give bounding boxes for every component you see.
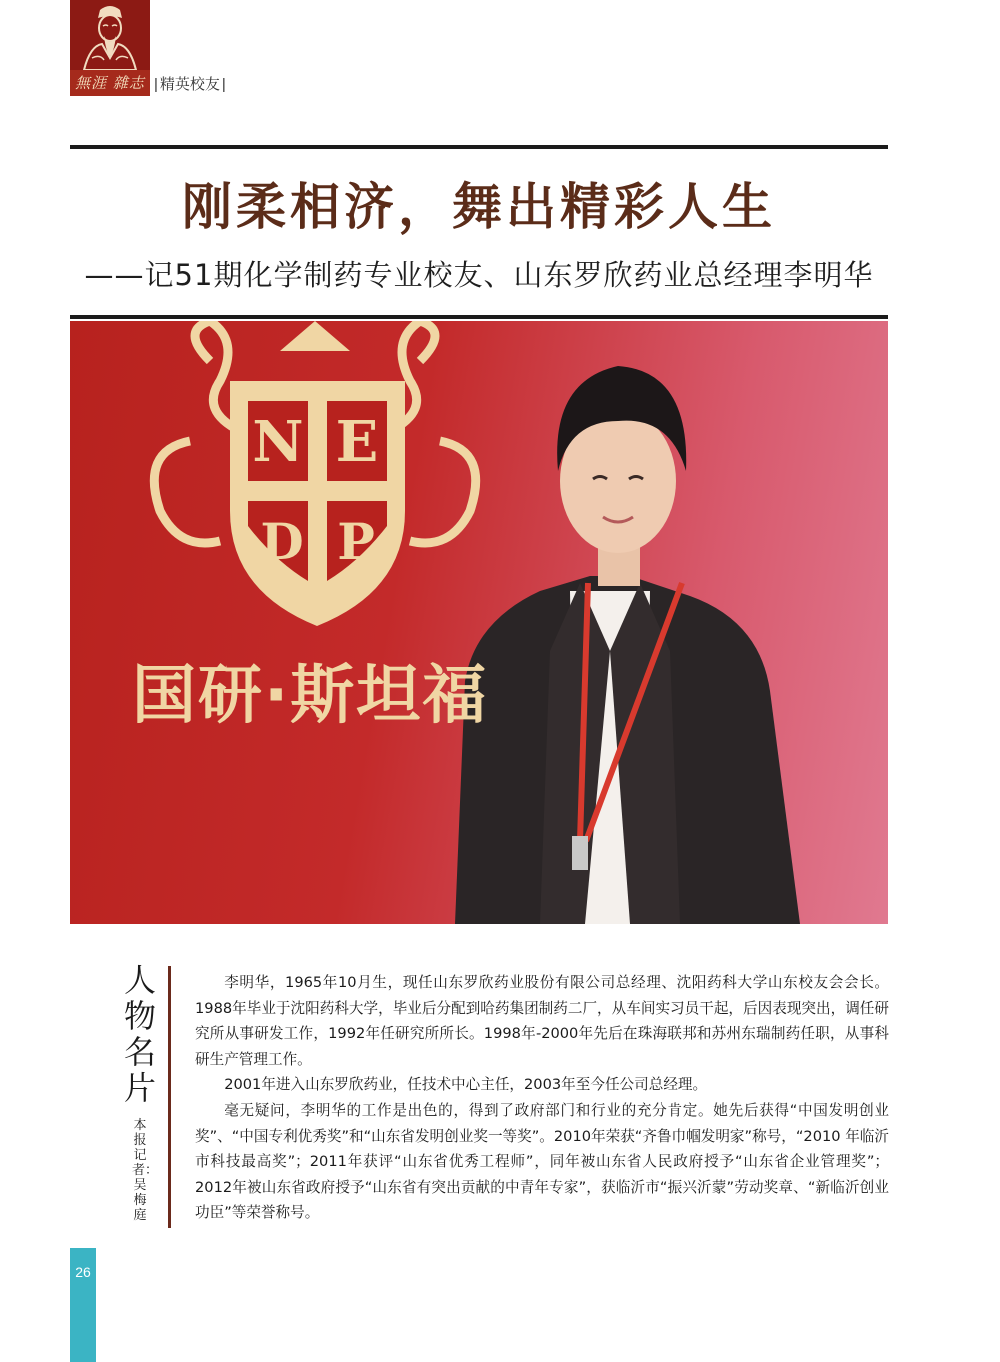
crest-letters xyxy=(70,321,888,924)
logo-text: 無涯 雜志 xyxy=(70,70,150,96)
top-rule xyxy=(70,145,888,149)
body-paragraph-1: 李明华，1965年10月生，现任山东罗欣药业股份有限公司总经理、沈阳药科大学山东校友会会长。1988年毕业于沈阳药科大学，毕业后分配到哈药集团制药二厂，从车间实习员干起，后因表现突出，调任研究所从事研发工作，1992年任研究所所长。1998年-2000年先后在珠海联邦和苏州东瑞制药任职，从事科研生产管理工作。 xyxy=(195,974,889,1068)
crest-letter-e: E xyxy=(335,409,379,475)
crest-letter-p: P xyxy=(337,512,375,571)
portrait-photo xyxy=(70,321,888,924)
wall-signage-text: 国研·斯坦福 xyxy=(132,659,489,733)
separator-left: | xyxy=(154,76,158,93)
scholar-portrait-icon xyxy=(70,0,150,70)
profile-card-title: 人物名片 xyxy=(123,961,156,1107)
article-body xyxy=(195,970,889,1226)
title-rule xyxy=(70,315,888,319)
body-paragraph-2: 2001年进入山东罗欣药业，任技术中心主任，2003年至今任公司总经理。 xyxy=(224,1076,708,1094)
reporter-byline: 本报记者：吴梅庭 xyxy=(132,1118,159,1223)
body-paragraph-3: 毫无疑问，李明华的工作是出色的，得到了政府部门和行业的充分肯定。她先后获得“中国发明创业奖”、“中国专利优秀奖”和“山东省发明创业奖一等奖”。2010年荣获“齐鲁巾帼发明家”称号，“2010 年临沂市科技最高奖”；2011年获评“山东省优秀工程师”，同年被山东省人民政府授予“山东省企业管理奖”；2012年被山东省政府授予“山东省有突出贡献的中青年专家”，获临沂市“振兴沂蒙”劳动奖章、“新临沂创业功臣”等荣誉称号。 xyxy=(195,1101,889,1222)
page-number: 26 xyxy=(75,1264,91,1280)
separator-right: | xyxy=(221,76,226,93)
section-label xyxy=(152,75,228,95)
crest-letter-d: D xyxy=(260,512,304,571)
magazine-logo xyxy=(70,0,150,96)
section-name: 精英校友 xyxy=(159,76,220,93)
article-title: 刚柔相济，舞出精彩人生 xyxy=(182,178,776,236)
sidebar-divider xyxy=(168,966,171,1228)
crest-letter-n: N xyxy=(252,409,304,475)
article-subtitle: ——记51期化学制药专业校友、山东罗欣药业总经理李明华 xyxy=(84,258,874,292)
